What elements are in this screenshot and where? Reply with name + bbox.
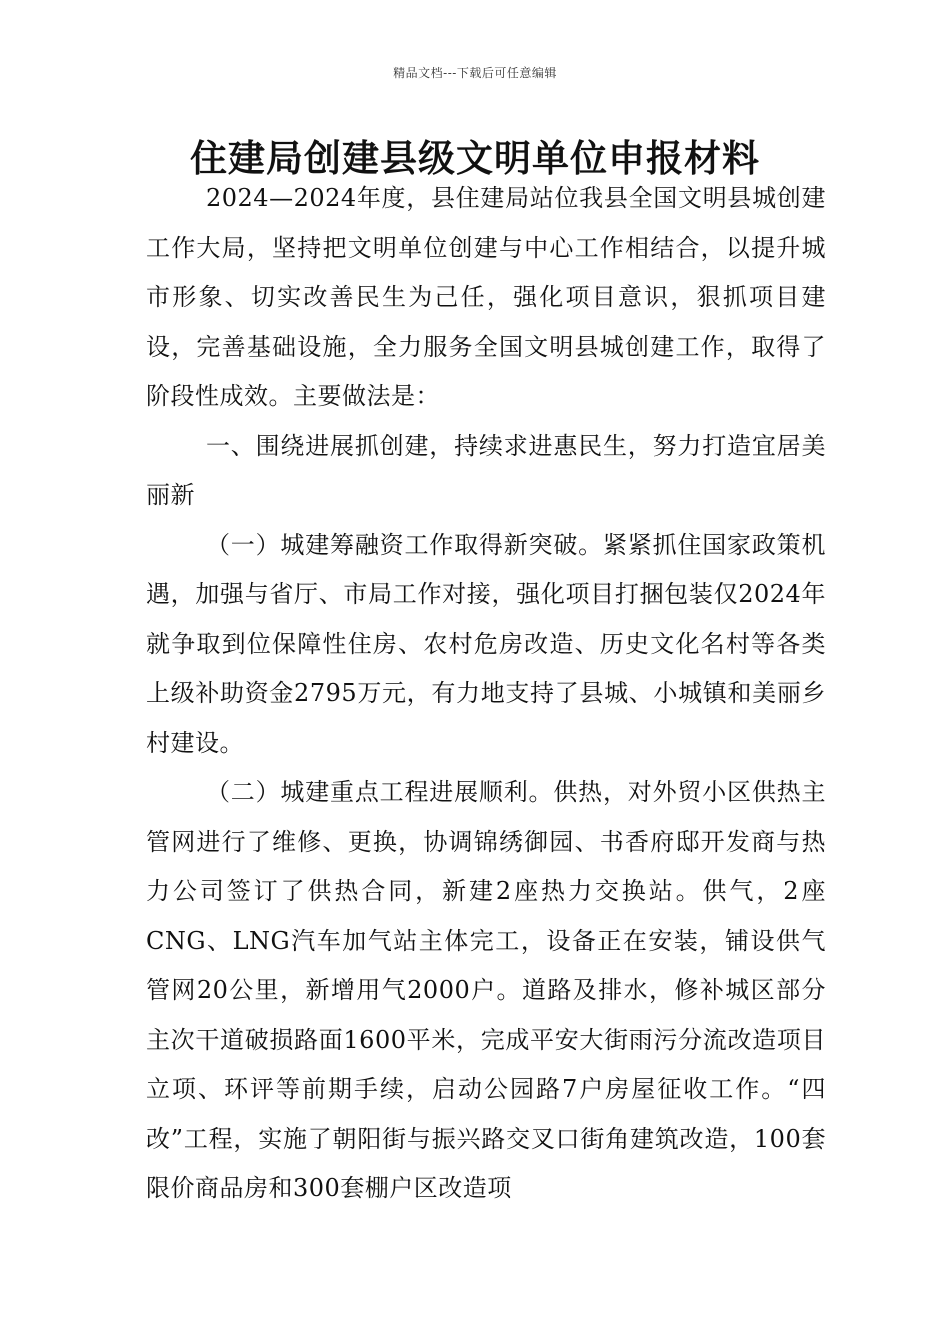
document-title: 住建局创建县级文明单位申报材料 bbox=[190, 137, 760, 180]
paragraph-key-projects: （二）城建重点工程进展顺利。供热，对外贸小区供热主管网进行了维修、更换，协调锦绣御园、书香府邸开发商与热力公司签订了供热合同，新建2座热力交换站。供气，2座CNG、LNG汽车加气站主体完工，设备正在安装，铺设供气管网20公里，新增用气2000户。道路及排水，修补城区部分主次干道破损路面1600平米，完成平安大街雨污分流改造项目立项、环评等前期手续，启动公园路7户房屋征收工作。“四改”工程，实施了朝阳街与振兴路交叉口街角建筑改造，100套限价商品房和300套棚户区改造项 bbox=[146, 778, 826, 1202]
header-note: 精品文档---下载后可任意编辑 bbox=[393, 66, 557, 80]
paragraph-section-1-heading: 一、围绕进展抓创建，持续求进惠民生，努力打造宜居美丽新 bbox=[146, 431, 826, 509]
paragraph-financing: （一）城建筹融资工作取得新突破。紧紧抓住国家政策机遇，加强与省厅、市局工作对接，强化项目打捆包装仅2024年就争取到位保障性住房、农村危房改造、历史文化名村等各类上级补助资金2795万元，有力地支持了县城、小城镇和美丽乡村建设。 bbox=[146, 530, 826, 757]
paragraph-intro: 2024—2024年度，县住建局站位我县全国文明县城创建工作大局，坚持把文明单位创建与中心工作相结合，以提升城市形象、切实改善民生为己任，强化项目意识，狠抓项目建设，完善基础设施，全力服务全国文明县城创建工作，取得了阶段性成效。主要做法是： bbox=[146, 184, 826, 410]
document-body bbox=[146, 174, 826, 1214]
